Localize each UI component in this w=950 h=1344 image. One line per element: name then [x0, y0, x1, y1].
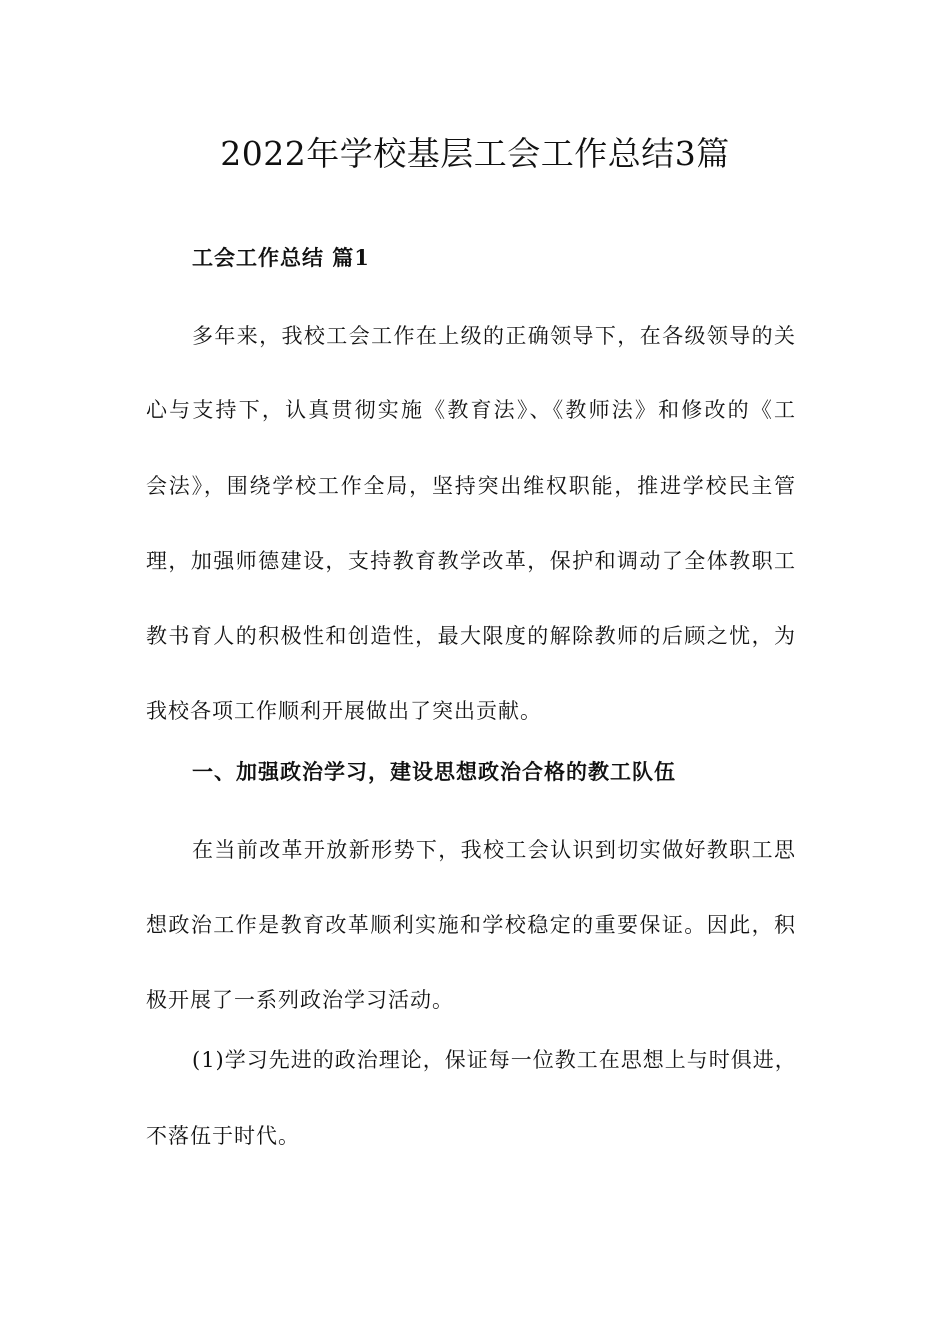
- document-title: 2022年学校基层工会工作总结3篇: [220, 134, 730, 173]
- section-label: 工会工作总结 篇1: [192, 245, 370, 270]
- paragraph-line: 教书育人的积极性和创造性，最大限度的解除教师的后顾之忧，为: [146, 624, 796, 648]
- paragraph-line: 我校各项工作顺利开展做出了突出贡献。: [146, 699, 542, 723]
- paragraph-line: (1)学习先进的政治理论，保证每一位教工在思想上与时俱进，: [192, 1048, 797, 1072]
- section-heading: 一、加强政治学习，建设思想政治合格的教工队伍: [192, 759, 676, 784]
- paragraph-line: 心与支持下，认真贯彻实施《教育法》、《教师法》和修改的《工: [146, 398, 796, 422]
- paragraph-line: 会法》，围绕学校工作全局，坚持突出维权职能，推进学校民主管: [146, 474, 796, 498]
- paragraph-line: 极开展了一系列政治学习活动。: [146, 988, 454, 1012]
- paragraph-line: 理，加强师德建设，支持教育教学改革，保护和调动了全体教职工: [146, 549, 796, 573]
- paragraph-line: 多年来，我校工会工作在上级的正确领导下，在各级领导的关: [192, 324, 796, 348]
- paragraph-line: 在当前改革开放新形势下，我校工会认识到切实做好教职工思: [192, 838, 796, 862]
- paragraph-line: 不落伍于时代。: [146, 1124, 300, 1148]
- paragraph-line: 想政治工作是教育改革顺利实施和学校稳定的重要保证。因此，积: [146, 913, 796, 937]
